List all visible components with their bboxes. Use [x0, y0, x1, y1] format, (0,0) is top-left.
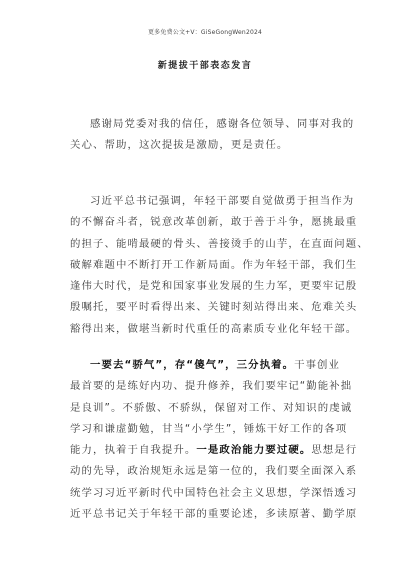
text-run: 思想是行 — [311, 444, 358, 457]
bold-heading: 一是政治能力要过硬。 — [196, 444, 312, 457]
paragraph-line: 逢伟大时代，是党和国家事业发展的生力军，更要牢记殷 — [70, 280, 358, 293]
paragraph-line: 的不懈奋斗者，锐意改革创新，敢于善于斗争，愿挑最重 — [70, 216, 358, 229]
paragraph-line: 统学习习近平新时代中国特色社会主义思想，学深悟透习 — [70, 486, 358, 499]
paragraph-line: 近平总书记关于年轻干部的重要论述，多读原著、勤学原 — [70, 508, 358, 521]
document-title: 新提拔干部表态发言 — [157, 61, 253, 71]
paragraph-1 — [70, 114, 355, 157]
header-note: 更多免费公文+V：GiSeGongWen2024 — [147, 29, 263, 36]
paragraph-line: 动的先导，政治规矩永远是第一位的，我们要全面深入系 — [70, 465, 358, 478]
paragraph-line: 感谢局党委对我的信任，感谢各位领导、同事对我的 — [90, 118, 355, 130]
paragraph-2 — [70, 191, 369, 340]
paragraph-line — [70, 440, 358, 461]
paragraph-line: 殷嘱托，要平时看得出来、关键时刻站得出来、危难关头 — [70, 301, 358, 314]
paragraph-line: 关心、帮助，这次提拔是激励，更是责任。 — [70, 139, 289, 152]
paragraph-line: 破解难题中不断打开工作新局面。作为年轻干部，我们生 — [70, 258, 358, 271]
paragraph-3 — [70, 355, 358, 525]
bold-heading: 一要去“骄气”，存“傻气”，三分执着。 — [90, 359, 295, 371]
paragraph-line: 是良训”。不骄傲、不骄纵，保留对工作、对知识的虔诚 — [70, 401, 353, 414]
paragraph-line: 豁得出来，做堪当新时代重任的高素质专业化年轻干部。 — [70, 322, 358, 335]
paragraph-line: 的担子、能啃最硬的骨头、善接烫手的山芋，在直面问题、 — [70, 237, 369, 250]
paragraph-line — [70, 355, 344, 376]
text-run: 干事创业 — [294, 359, 341, 371]
paragraph-line: 习近平总书记强调，年轻干部要自觉做勇于担当作为 — [90, 195, 355, 207]
text-run: 能力，执着于自我提升。 — [70, 444, 197, 457]
paragraph-line: 最首要的是练好内功、提升修养，我们要牢记“勤能补拙 — [70, 380, 353, 393]
paragraph-line: 学习和谦虚勤勉，甘当“小学生”，锤炼干好工作的各项 — [70, 422, 348, 435]
